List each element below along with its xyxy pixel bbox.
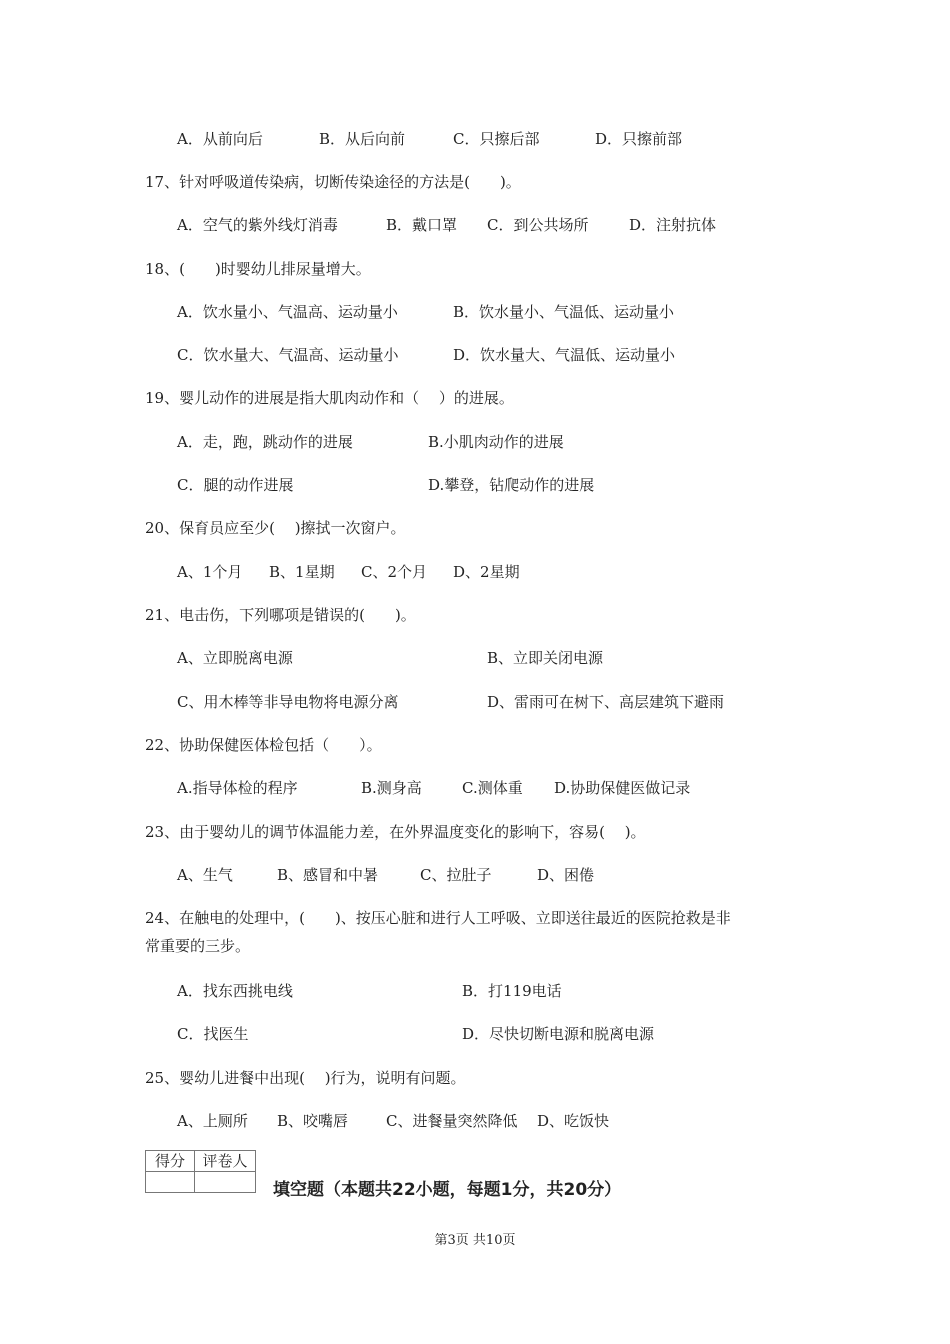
question-25: 25、婴幼儿进餐中出现( )行为，说明有问题。 xyxy=(145,1069,466,1087)
grader-cell xyxy=(195,1172,256,1193)
q25-option-b: B、咬嘴唇 xyxy=(277,1112,349,1130)
q21-option-b: B、立即关闭电源 xyxy=(487,649,604,667)
q22-option-b: B.测身高 xyxy=(361,779,422,797)
question-24-line-2: 常重要的三步。 xyxy=(145,937,251,955)
q21-option-d: D、雷雨可在树下、高层建筑下避雨 xyxy=(487,693,725,711)
q24-option-d: D．尽快切断电源和脱离电源 xyxy=(462,1025,655,1043)
q23-option-b: B、感冒和中暑 xyxy=(277,866,379,884)
question-18: 18、( )时婴幼儿排尿量增大。 xyxy=(145,260,371,278)
question-24-line-1: 24、在触电的处理中，( )、按压心脏和进行人工呼吸、立即送往最近的医院抢救是非 xyxy=(145,909,731,927)
question-20: 20、保育员应至少( )擦拭一次窗户。 xyxy=(145,519,406,537)
q22-option-c: C.测体重 xyxy=(462,779,523,797)
q17-option-a: A．空气的紫外线灯消毒 xyxy=(177,216,338,234)
q20-option-d: D、2星期 xyxy=(453,563,520,581)
q19-option-d: D.攀登，钻爬动作的进展 xyxy=(428,476,595,494)
q16-option-a: A．从前向后 xyxy=(177,130,263,148)
q24-option-c: C．找医生 xyxy=(177,1025,249,1043)
q16-option-b: B．从后向前 xyxy=(319,130,406,148)
q19-option-a: A．走，跑，跳动作的进展 xyxy=(177,433,353,451)
q21-option-a: A、立即脱离电源 xyxy=(177,649,293,667)
page-footer: 第3页 共10页 xyxy=(434,1233,516,1248)
question-17: 17、针对呼吸道传染病，切断传染途径的方法是( )。 xyxy=(145,173,521,191)
q18-option-b: B．饮水量小、气温低、运动量小 xyxy=(453,303,675,321)
q25-option-a: A、上厕所 xyxy=(177,1112,248,1130)
q16-option-c: C．只擦后部 xyxy=(453,130,540,148)
q19-option-b: B.小肌肉动作的进展 xyxy=(428,433,564,451)
score-header: 得分 xyxy=(146,1151,195,1172)
q17-option-b: B．戴口罩 xyxy=(386,216,458,234)
score-table xyxy=(145,1150,256,1193)
q18-option-c: C．饮水量大、气温高、运动量小 xyxy=(177,346,399,364)
grader-header: 评卷人 xyxy=(195,1151,256,1172)
q25-option-c: C、进餐量突然降低 xyxy=(386,1112,518,1130)
q23-option-d: D、困倦 xyxy=(537,866,595,884)
q24-option-a: A．找东西挑电线 xyxy=(177,982,293,1000)
question-22: 22、协助保健医体检包括（ ）。 xyxy=(145,736,382,754)
question-23: 23、由于婴幼儿的调节体温能力差，在外界温度变化的影响下，容易( )。 xyxy=(145,823,646,841)
q22-option-d: D.协助保健医做记录 xyxy=(554,779,691,797)
q19-option-c: C．腿的动作进展 xyxy=(177,476,294,494)
q23-option-a: A、生气 xyxy=(177,866,233,884)
q20-option-b: B、1星期 xyxy=(269,563,335,581)
q18-option-d: D．饮水量大、气温低、运动量小 xyxy=(453,346,676,364)
q22-option-a: A.指导体检的程序 xyxy=(177,779,298,797)
q24-option-b: B．打119电话 xyxy=(462,982,562,1000)
q16-option-d: D．只擦前部 xyxy=(595,130,683,148)
q20-option-c: C、2个月 xyxy=(361,563,428,581)
q20-option-a: A、1个月 xyxy=(177,563,243,581)
q23-option-c: C、拉肚子 xyxy=(420,866,492,884)
q18-option-a: A．饮水量小、气温高、运动量小 xyxy=(177,303,398,321)
question-21: 21、电击伤，下列哪项是错误的( )。 xyxy=(145,606,416,624)
q17-option-c: C．到公共场所 xyxy=(487,216,589,234)
q17-option-d: D．注射抗体 xyxy=(629,216,717,234)
q25-option-d: D、吃饭快 xyxy=(537,1112,610,1130)
q21-option-c: C、用木棒等非导电物将电源分离 xyxy=(177,693,399,711)
section-title: 填空题（本题共22小题，每题1分，共20分） xyxy=(273,1180,622,1200)
question-19: 19、婴儿动作的进展是指大肌肉动作和（ ）的进展。 xyxy=(145,389,514,407)
score-cell xyxy=(146,1172,195,1193)
